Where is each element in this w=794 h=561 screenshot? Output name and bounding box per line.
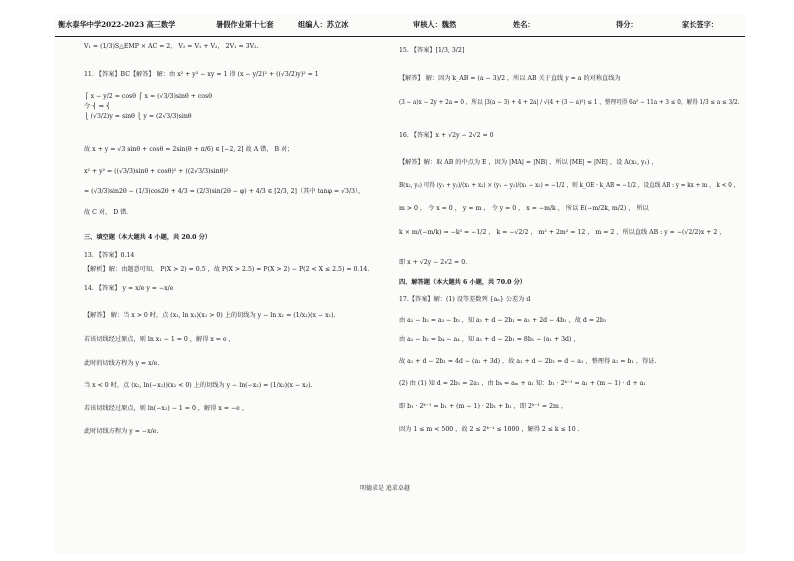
q16-answer: 16. 【答案】x + √2y − 2√2 = 0	[399, 132, 494, 139]
name-field-label: 姓名：	[513, 20, 535, 29]
homework-title: 暑假作业第十七套	[216, 20, 274, 29]
header-rule	[55, 36, 745, 37]
volume-line: V₁ = (1/3)S△EMP × AC = 2， V₂ = V₁ + V₂， 2V₁ = 3V₂.	[84, 43, 259, 50]
q17-answer: 17.【答案】解：(1) 设等差数列 {aₙ} 公差为 d	[399, 296, 531, 303]
q14-solution-6: 此时切线方程为 y = −x/e.	[84, 428, 159, 435]
section4-heading: 四、解答题（本大题共 6 小题，共 70.0 分）	[399, 279, 526, 286]
q15-solution-2: (3 − a)x − 2y + 2a = 0 ，所以 |3(a − 3) + 4 + 2a| / √(4 + (3 − a)²) ≤ 1 ，整理可得 6a² − 11a + 3 ≤ 0，解得 1/3 ≤ a ≤ 3/2.	[399, 99, 740, 106]
q14-solution-4: 当 x < 0 时，点 (x₂, ln(−x₂))(x₂ < 0) 上的切线为 y − ln(−x₂) = (1/x₂)(x − x₂).	[84, 382, 313, 389]
page-footer-motto: 明德求是 追求卓越	[360, 485, 410, 492]
q17-step-1: 由 a₂ − b₂ = a₃ − b₃ ，知 a₁ + d − 2b₁ = a₁ + 2d − 4b₁ ，故 d = 2b₁	[399, 317, 607, 324]
school-title: 衡水泰华中学2022-2023 高三数学	[58, 20, 176, 29]
q15-solution-1: 【解答】 解：因为 k_AB = (a − 3)/2 ，所以 AB 关于直线 y = a 的对称直线为	[399, 75, 621, 82]
parent-signature-label: 家长签字：	[682, 20, 718, 29]
score-field-label: 得分：	[616, 20, 638, 29]
q11-range-line: = (√3/3)sin2θ − (1/3)cos2θ + 4/3 = (2/3)sin(2θ − φ) + 4/3 ∈ [2/3, 2]（其中 tanφ = √3/3），	[84, 188, 365, 195]
q15-answer: 15. 【答案】[1/3, 3/2]	[399, 47, 465, 54]
q14-answer: 14. 【答案】 y = x/e y = −x/e	[84, 285, 174, 292]
q17-step-4: (2) 由 (1) 知 d = 2b₁ = 2a₁ ，由 bₖ = aₘ + a₁ 知：b₁ · 2ᵏ⁻¹ = a₁ + (m − 1) · d + a₁	[399, 380, 646, 387]
q11-answer: 11. 【答案】BC【解答】 解：由 x² + y² − xy = 1 得 (x − y/2)² + ((√3/2)y)² = 1	[84, 71, 319, 78]
section3-heading: 三、填空题（本大题共 4 小题，共 20.0 分）	[84, 234, 211, 241]
q14-solution-3: 此时的切线方程为 y = x/e.	[84, 360, 160, 367]
q11-sys-mid: 令 ⎨ ⇒ ⎨	[84, 103, 111, 110]
q17-step-6: 因为 1 ≤ m < 500 ，故 2 ≤ 2ᵏ⁻¹ ≤ 1000 ，解得 2 ≤ k ≤ 10 .	[399, 426, 580, 433]
q14-solution-5: 若该切线经过原点，则 ln(−x₂) − 1 = 0 ，解得 x = −e ，	[84, 405, 249, 412]
q11-square-line: x² + y² = ((√3/3)sinθ + cosθ)² + ((2√3/3)sinθ)²	[84, 168, 229, 175]
q16-solution-2: B(x₂, y₂) 可得 (y₁ + y₂)/(x₁ + x₂) × (y₁ − y₂)/(x₁ − x₂) = −1/2 ，则 k_OE · k_AB = −1/2 ，设直线 AB : y = kx + m ， k < 0 ，	[399, 182, 740, 189]
q13-answer: 13. 【答案】0.14	[84, 252, 135, 259]
q16-solution-1: 【解答】解：取 AB 的中点为 E ，因为 |MA| = |NB| ，所以 |ME| = |NE| ，设 A(x₁, y₁) ，	[399, 159, 658, 166]
q16-solution-4: k × m/(−m/k) = −k² = −1/2 ， k = −√2/2 ， m² + 2m² = 12 ， m = 2 ，所以直线 AB : y = −(√2/2)x + 2 ，	[399, 229, 726, 236]
q11-sum-line: 故 x + y = √3 sinθ + cosθ = 2sin(θ + π/6) ∈ [−2, 2] 故 A 错， B 对；	[84, 146, 294, 153]
reviewer-label: 审核人：魏然	[413, 20, 457, 29]
q11-sys-top: ⎧ x − y/2 = cosθ ⎧ x = (√3/3)sinθ + cosθ	[84, 93, 212, 100]
q14-solution-1: 【解答】 解：当 x > 0 时，点 (x₁, ln x₁)(x₁ > 0) 上的切线为 y − ln x₁ = (1/x₁)(x − x₁).	[84, 312, 336, 319]
q11-sys-bottom: ⎩ (√3/2)y = sinθ ⎩ y = (2√3/3)sinθ	[84, 113, 192, 120]
q17-step-3: 故 a₁ + d − 2b₁ = 4d − (a₁ + 3d) ，故 a₁ + d − 2b₁ = d − a₁ ，整理得 a₁ = b₁ ，得证.	[399, 358, 657, 365]
editor-label: 组编人：苏立冰	[298, 20, 349, 29]
q14-solution-2: 若该切线经过原点，则 ln x₁ − 1 = 0 ，解得 x = e ，	[84, 336, 235, 343]
q11-conclusion: 故 C 对， D 错．	[84, 209, 133, 216]
page-header	[58, 18, 742, 32]
q16-solution-3: m > 0 ， 令 x = 0 ， y = m ， 令 y = 0 ， x = −m/k ， 所以 E(−m/2k, m/2) ， 所以	[399, 205, 649, 212]
q17-step-2: 由 a₂ − b₂ = b₄ − a₄ ，知 a₁ + d − 2b₁ = 8b₁ − (a₁ + 3d) ，	[399, 336, 580, 343]
q13-analysis: 【解析】解：由题意可知， P(X > 2) = 0.5 ，故 P(X > 2.5) = P(X > 2) − P(2 < X ≤ 2.5) = 0.14.	[84, 266, 370, 273]
q17-step-5: 即 b₁ · 2ᵏ⁻¹ = b₁ + (m − 1) · 2b₁ + b₁ ，即 2ᵏ⁻¹ = 2m ，	[399, 403, 568, 410]
q16-solution-5: 即 x + √2y − 2√2 = 0.	[399, 259, 468, 266]
